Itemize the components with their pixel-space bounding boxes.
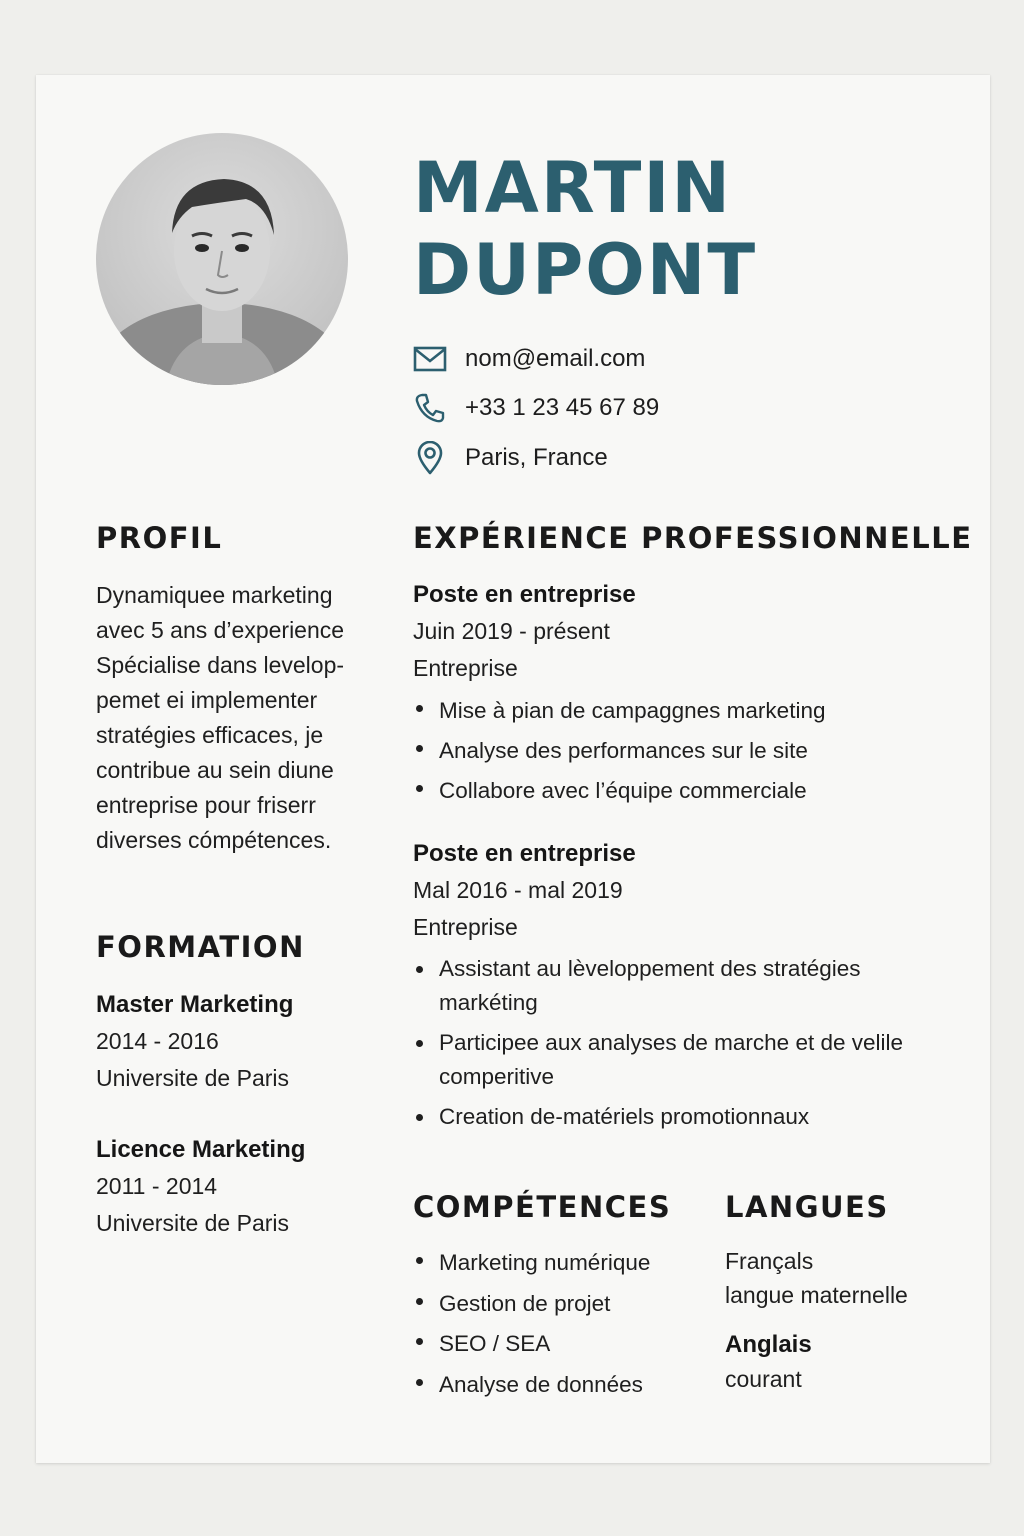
language-name: Anglais: [725, 1331, 812, 1358]
job-bullet: [413, 1100, 953, 1134]
language-level: courant: [725, 1366, 802, 1392]
job-entry: [413, 836, 953, 1134]
language-item: [725, 1244, 908, 1312]
degree-school: Universite de Paris: [96, 1065, 290, 1091]
phone-icon: [413, 391, 447, 425]
profile-heading: PROFIL: [96, 521, 223, 555]
language-item: [725, 1328, 812, 1396]
bullet-line: comperitive: [439, 1064, 555, 1089]
education-item: [96, 1132, 305, 1242]
language-name: Françals: [725, 1248, 814, 1274]
degree-school: Universite de Paris: [96, 1210, 290, 1236]
skill-item: SEO / SEA: [413, 1324, 650, 1365]
profile-line: Dynamiquee marketing: [96, 582, 333, 608]
bullet-line: Assistant au lèveloppement des stratégies: [439, 956, 861, 981]
profile-line: Spécialise dans levelop-: [96, 652, 345, 678]
profile-line: diverses cómpétences.: [96, 827, 332, 853]
skills-list: [413, 1243, 650, 1405]
bullet-line: markéting: [439, 990, 538, 1015]
job-bullet: Collabore avec l’équipe commerciale: [413, 771, 953, 811]
full-name: [413, 147, 757, 311]
envelope-icon: [413, 342, 447, 376]
job-dates: Juin 2019 - présent: [413, 618, 610, 644]
profile-photo: [96, 133, 348, 385]
skills-heading: COMPÉTENCES: [413, 1190, 672, 1224]
degree-years: 2011 - 2014: [96, 1173, 218, 1199]
contact-email[interactable]: [413, 342, 645, 376]
experience-heading: EXPÉRIENCE PROFESSIONNELLE: [413, 521, 973, 555]
degree-title: Licence Marketing: [96, 1136, 306, 1163]
job-bullet: [413, 1026, 953, 1094]
job-bullet: [413, 952, 953, 1020]
location-pin-icon: [413, 441, 447, 475]
email-text[interactable]: nom@email.com: [465, 345, 646, 372]
job-bullet: Analyse des performances sur le site: [413, 731, 953, 771]
contact-location: [413, 441, 608, 475]
portrait-image: [96, 133, 348, 385]
skill-item: Gestion de projet: [413, 1284, 650, 1325]
language-level: langue maternelle: [725, 1282, 908, 1308]
profile-line: avec 5 ans d’experience: [96, 617, 345, 643]
bullet-line: Participee aux analyses de marche et de velile: [439, 1030, 904, 1055]
education-heading: FORMATION: [96, 930, 305, 964]
job-bullets: [413, 691, 953, 811]
profile-line: entreprise pour friserr: [96, 792, 316, 818]
location-text: Paris, France: [465, 444, 608, 471]
job-entry: [413, 577, 953, 811]
degree-years: 2014 - 2016: [96, 1028, 219, 1054]
profile-line: pemet ei implementer: [96, 687, 318, 713]
languages-heading: LANGUES: [725, 1190, 889, 1224]
job-bullets: [413, 952, 953, 1134]
skill-item: Analyse de données: [413, 1365, 650, 1406]
degree-title: Master Marketing: [96, 991, 294, 1018]
job-company: Entreprise: [413, 914, 518, 940]
profile-line: contribue au sein diune: [96, 757, 334, 783]
profile-text: [96, 578, 386, 858]
education-item: [96, 987, 293, 1097]
first-name: MARTIN: [413, 147, 732, 229]
job-company: Entreprise: [413, 655, 518, 681]
phone-text[interactable]: +33 1 23 45 67 89: [465, 394, 660, 421]
bullet-line: Creation de-matériels promotionnaux: [439, 1104, 810, 1129]
job-dates: Mal 2016 - mal 2019: [413, 877, 623, 903]
job-position: Poste en entreprise: [413, 840, 636, 867]
job-bullet: Mise à pian de campaggnes marketing: [413, 691, 953, 731]
job-position: Poste en entreprise: [413, 581, 636, 608]
resume-page: [36, 75, 990, 1463]
profile-line: stratégies efficaces, je: [96, 722, 324, 748]
skill-item: Marketing numérique: [413, 1243, 650, 1284]
last-name: DUPONT: [413, 229, 758, 311]
contact-phone[interactable]: [413, 391, 659, 425]
